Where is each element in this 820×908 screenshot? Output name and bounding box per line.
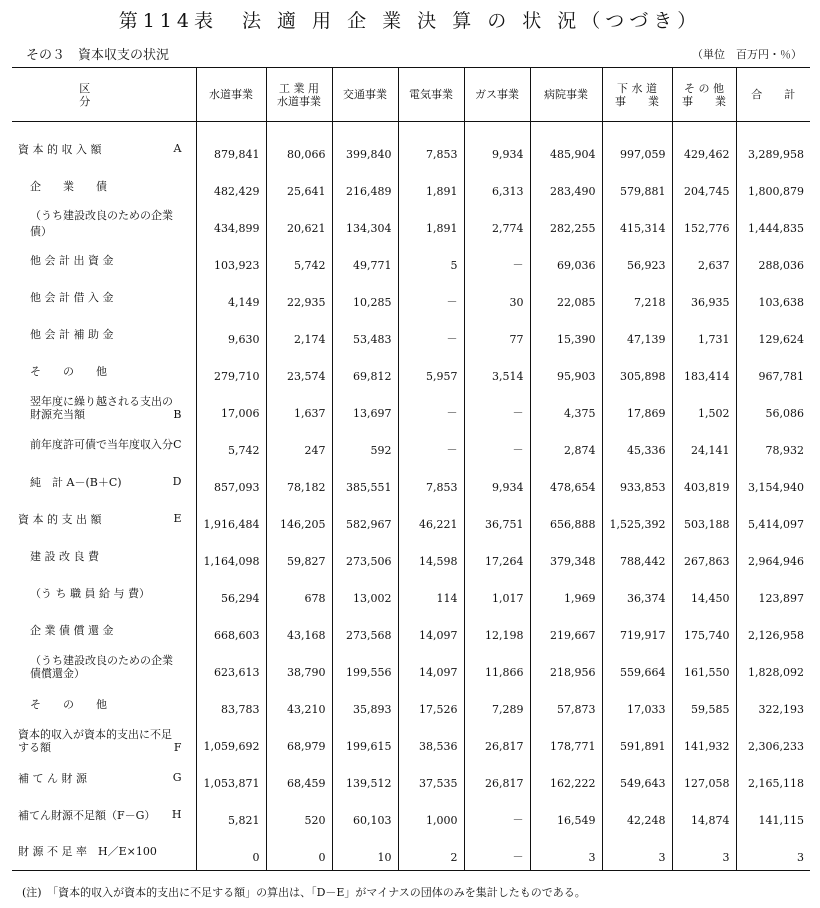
value-cell: 273,506 (332, 537, 398, 574)
value-cell: － (464, 833, 530, 870)
row-label-cell (12, 796, 196, 833)
value-cell: 7,218 (602, 278, 672, 315)
value-cell: 415,314 (602, 204, 672, 241)
header-gas: ガス事業 (464, 68, 530, 122)
value-cell: 857,093 (196, 463, 266, 500)
row-label-suffix: G (172, 771, 182, 784)
value-cell: 1,891 (398, 167, 464, 204)
value-cell: 49,771 (332, 241, 398, 278)
value-cell: 3,289,958 (736, 130, 810, 167)
table-row (12, 537, 810, 574)
value-cell: 788,442 (602, 537, 672, 574)
value-cell: 267,863 (672, 537, 736, 574)
value-cell: 78,182 (266, 463, 332, 500)
value-cell: － (398, 315, 464, 352)
value-cell: 668,603 (196, 611, 266, 648)
row-label-suffix: A (173, 142, 182, 155)
row-label-cell (12, 204, 196, 241)
value-cell: 11,866 (464, 648, 530, 685)
value-cell: 37,535 (398, 759, 464, 796)
value-cell: 68,459 (266, 759, 332, 796)
value-cell: 26,817 (464, 722, 530, 759)
value-cell: 199,615 (332, 722, 398, 759)
table-row (12, 389, 810, 426)
spacer-row (12, 122, 810, 131)
value-cell: － (464, 389, 530, 426)
value-cell: 2,964,946 (736, 537, 810, 574)
header-hospital: 病院事業 (530, 68, 602, 122)
value-cell: 36,374 (602, 574, 672, 611)
value-cell: 10 (332, 833, 398, 870)
row-label-cell (12, 389, 196, 426)
value-cell: 69,036 (530, 241, 602, 278)
value-cell: 379,348 (530, 537, 602, 574)
value-cell: 45,336 (602, 426, 672, 463)
value-cell: 7,289 (464, 685, 530, 722)
table-row (12, 611, 810, 648)
value-cell: 1,637 (266, 389, 332, 426)
value-cell: 2,637 (672, 241, 736, 278)
value-cell: 36,751 (464, 500, 530, 537)
table-body (12, 122, 810, 871)
value-cell: 1,891 (398, 204, 464, 241)
value-cell: 967,781 (736, 352, 810, 389)
row-label-cell (12, 611, 196, 648)
row-label: （うち建設改良のための企業債） (30, 208, 173, 238)
value-cell: 24,141 (672, 426, 736, 463)
row-label-suffix: C (173, 438, 182, 451)
value-cell: 17,869 (602, 389, 672, 426)
value-cell: 559,664 (602, 648, 672, 685)
table-row (12, 759, 810, 796)
row-label: そ の 他 (30, 364, 107, 378)
table-row (12, 278, 810, 315)
value-cell: 1,444,835 (736, 204, 810, 241)
value-cell: － (398, 389, 464, 426)
value-cell: 3,154,940 (736, 463, 810, 500)
value-cell: 5,742 (266, 241, 332, 278)
table-row (12, 833, 810, 870)
value-cell: 17,033 (602, 685, 672, 722)
value-cell: 478,654 (530, 463, 602, 500)
row-label-cell (12, 833, 196, 870)
value-cell: 2,174 (266, 315, 332, 352)
value-cell: 719,917 (602, 611, 672, 648)
row-label: 資本的収入が資本的支出に不足する額 (18, 727, 172, 754)
value-cell: 178,771 (530, 722, 602, 759)
value-cell: 12,198 (464, 611, 530, 648)
row-label-cell (12, 500, 196, 537)
value-cell: 139,512 (332, 759, 398, 796)
value-cell: 3 (602, 833, 672, 870)
value-cell: 1,916,484 (196, 500, 266, 537)
row-label-suffix: D (172, 475, 182, 488)
value-cell: 14,097 (398, 611, 464, 648)
value-cell: 161,550 (672, 648, 736, 685)
value-cell: 80,066 (266, 130, 332, 167)
value-cell: 83,783 (196, 685, 266, 722)
value-cell: 25,641 (266, 167, 332, 204)
value-cell: 3 (530, 833, 602, 870)
value-cell: 68,979 (266, 722, 332, 759)
value-cell: 2,306,233 (736, 722, 810, 759)
row-label: （うち建設改良のための企業債償還金） (30, 653, 173, 680)
value-cell: 1,800,879 (736, 167, 810, 204)
value-cell: 2,126,958 (736, 611, 810, 648)
value-cell: 141,932 (672, 722, 736, 759)
table-row (12, 315, 810, 352)
value-cell: 933,853 (602, 463, 672, 500)
value-cell: 4,149 (196, 278, 266, 315)
value-cell: 0 (196, 833, 266, 870)
value-cell: － (464, 796, 530, 833)
value-cell: 20,621 (266, 204, 332, 241)
header-electric: 電気事業 (398, 68, 464, 122)
value-cell: 43,210 (266, 685, 332, 722)
row-label-cell (12, 648, 196, 685)
value-cell: 592 (332, 426, 398, 463)
row-label: 資 本 的 支 出 額 (18, 512, 102, 526)
row-label-cell (12, 759, 196, 796)
row-label-suffix: H (171, 808, 182, 821)
value-cell: 678 (266, 574, 332, 611)
table-row (12, 685, 810, 722)
value-cell: 22,085 (530, 278, 602, 315)
value-cell: 5,821 (196, 796, 266, 833)
table-row (12, 500, 810, 537)
value-cell: 1,731 (672, 315, 736, 352)
header-kubun: 区 分 (12, 68, 196, 122)
row-label: 補てん財源不足額（F－G） (18, 808, 156, 822)
value-cell: 26,817 (464, 759, 530, 796)
row-label: 他 会 計 補 助 金 (30, 327, 114, 341)
value-cell: 22,935 (266, 278, 332, 315)
value-cell: 43,168 (266, 611, 332, 648)
value-cell: 129,624 (736, 315, 810, 352)
header-other: そ の 他 事 業 (672, 68, 736, 122)
value-cell: 273,568 (332, 611, 398, 648)
value-cell: 5 (398, 241, 464, 278)
value-cell: 6,313 (464, 167, 530, 204)
value-cell: 9,934 (464, 463, 530, 500)
value-cell: 403,819 (672, 463, 736, 500)
value-cell: 0 (266, 833, 332, 870)
value-cell: 385,551 (332, 463, 398, 500)
value-cell: 279,710 (196, 352, 266, 389)
value-cell: 59,585 (672, 685, 736, 722)
header-total: 合 計 (736, 68, 810, 122)
value-cell: 9,934 (464, 130, 530, 167)
value-cell: － (464, 241, 530, 278)
value-cell: 579,881 (602, 167, 672, 204)
value-cell: 2 (398, 833, 464, 870)
value-cell: 216,489 (332, 167, 398, 204)
value-cell: 103,638 (736, 278, 810, 315)
value-cell: 204,745 (672, 167, 736, 204)
table-row (12, 426, 810, 463)
value-cell: 199,556 (332, 648, 398, 685)
table-row (12, 167, 810, 204)
value-cell: 16,549 (530, 796, 602, 833)
value-cell: 9,630 (196, 315, 266, 352)
value-cell: 623,613 (196, 648, 266, 685)
value-cell: 1,164,098 (196, 537, 266, 574)
value-cell: 1,017 (464, 574, 530, 611)
table-row (12, 796, 810, 833)
value-cell: 879,841 (196, 130, 266, 167)
value-cell: 60,103 (332, 796, 398, 833)
row-label-cell (12, 685, 196, 722)
value-cell: 434,899 (196, 204, 266, 241)
value-cell: 38,536 (398, 722, 464, 759)
row-label-cell (12, 574, 196, 611)
row-label-suffix: E (173, 512, 182, 525)
value-cell: 247 (266, 426, 332, 463)
value-cell: 5,957 (398, 352, 464, 389)
value-cell: 162,222 (530, 759, 602, 796)
row-label: 他 会 計 借 入 金 (30, 290, 114, 304)
value-cell: 56,086 (736, 389, 810, 426)
value-cell: 114 (398, 574, 464, 611)
value-cell: 57,873 (530, 685, 602, 722)
value-cell: 1,525,392 (602, 500, 672, 537)
table-row (12, 241, 810, 278)
value-cell: 103,923 (196, 241, 266, 278)
value-cell: 2,165,118 (736, 759, 810, 796)
row-label: 他 会 計 出 資 金 (30, 253, 114, 267)
value-cell: 218,956 (530, 648, 602, 685)
value-cell: 1,000 (398, 796, 464, 833)
value-cell: 656,888 (530, 500, 602, 537)
value-cell: 520 (266, 796, 332, 833)
value-cell: 322,193 (736, 685, 810, 722)
value-cell: 591,891 (602, 722, 672, 759)
value-cell: 30 (464, 278, 530, 315)
row-label-cell (12, 463, 196, 500)
value-cell: 56,923 (602, 241, 672, 278)
table-row (12, 574, 810, 611)
value-cell: － (398, 426, 464, 463)
row-label-cell (12, 426, 196, 463)
value-cell: 997,059 (602, 130, 672, 167)
row-label: 財 源 不 足 率 H／E×100 (18, 845, 157, 859)
value-cell: 5,742 (196, 426, 266, 463)
value-cell: 77 (464, 315, 530, 352)
value-cell: 152,776 (672, 204, 736, 241)
table-row (12, 204, 810, 241)
value-cell: 14,450 (672, 574, 736, 611)
table-row (12, 130, 810, 167)
value-cell: 7,853 (398, 463, 464, 500)
value-cell: 23,574 (266, 352, 332, 389)
value-cell: 305,898 (602, 352, 672, 389)
value-cell: 282,255 (530, 204, 602, 241)
value-cell: 35,893 (332, 685, 398, 722)
row-label-cell (12, 130, 196, 167)
value-cell: 17,264 (464, 537, 530, 574)
value-cell: 175,740 (672, 611, 736, 648)
value-cell: 485,904 (530, 130, 602, 167)
row-label-cell (12, 167, 196, 204)
row-label-suffix: F (173, 740, 182, 754)
value-cell: 219,667 (530, 611, 602, 648)
value-cell: 7,853 (398, 130, 464, 167)
value-cell: 78,932 (736, 426, 810, 463)
value-cell: 59,827 (266, 537, 332, 574)
value-cell: 36,935 (672, 278, 736, 315)
value-cell: 14,874 (672, 796, 736, 833)
value-cell: 1,502 (672, 389, 736, 426)
value-cell: － (464, 426, 530, 463)
value-cell: 47,139 (602, 315, 672, 352)
value-cell: 56,294 (196, 574, 266, 611)
value-cell: 42,248 (602, 796, 672, 833)
row-label-cell (12, 352, 196, 389)
row-label: 資 本 的 収 入 額 (18, 142, 102, 156)
value-cell: 10,285 (332, 278, 398, 315)
value-cell: 127,058 (672, 759, 736, 796)
header-row (12, 68, 810, 122)
header-transport: 交通事業 (332, 68, 398, 122)
value-cell: 69,812 (332, 352, 398, 389)
row-label: そ の 他 (30, 697, 107, 711)
value-cell: 17,526 (398, 685, 464, 722)
value-cell: 399,840 (332, 130, 398, 167)
value-cell: 2,874 (530, 426, 602, 463)
row-label: 前年度許可債で当年度収入分 (30, 438, 173, 451)
value-cell: 183,414 (672, 352, 736, 389)
value-cell: 15,390 (530, 315, 602, 352)
value-cell: 288,036 (736, 241, 810, 278)
value-cell: 4,375 (530, 389, 602, 426)
row-label: （う ち 職 員 給 与 費） (30, 586, 150, 600)
header-water: 水道事業 (196, 68, 266, 122)
row-label: 建 設 改 良 費 (30, 549, 99, 563)
row-label-cell (12, 537, 196, 574)
value-cell: － (398, 278, 464, 315)
value-cell: 123,897 (736, 574, 810, 611)
value-cell: 38,790 (266, 648, 332, 685)
row-label: 補 て ん 財 源 (18, 771, 87, 785)
row-label: 純 計 A－(B＋C) (30, 475, 122, 489)
value-cell: 283,490 (530, 167, 602, 204)
value-cell: 13,002 (332, 574, 398, 611)
row-label-suffix: B (173, 407, 182, 421)
value-cell: 3 (672, 833, 736, 870)
value-cell: 1,059,692 (196, 722, 266, 759)
row-label-cell (12, 722, 196, 759)
row-label: 企 業 債 償 還 金 (30, 623, 114, 637)
value-cell: 53,483 (332, 315, 398, 352)
value-cell: 503,188 (672, 500, 736, 537)
header-sewerage: 下 水 道 事 業 (602, 68, 672, 122)
value-cell: 146,205 (266, 500, 332, 537)
row-label: 企 業 債 (30, 179, 107, 193)
unit-label: （単位 百万円・％） (692, 48, 802, 61)
value-cell: 5,414,097 (736, 500, 810, 537)
value-cell: 14,598 (398, 537, 464, 574)
table-row (12, 648, 810, 685)
value-cell: 134,304 (332, 204, 398, 241)
value-cell: 13,697 (332, 389, 398, 426)
row-label: 翌年度に繰り越される支出の財源充当額 (30, 394, 173, 421)
value-cell: 1,969 (530, 574, 602, 611)
section-subtitle: その３ 資本収支の状況 (26, 48, 170, 63)
value-cell: 46,221 (398, 500, 464, 537)
value-cell: 95,903 (530, 352, 602, 389)
value-cell: 3,514 (464, 352, 530, 389)
value-cell: 482,429 (196, 167, 266, 204)
row-label-cell (12, 315, 196, 352)
value-cell: 1,828,092 (736, 648, 810, 685)
value-cell: 3 (736, 833, 810, 870)
table-row (12, 722, 810, 759)
value-cell: 582,967 (332, 500, 398, 537)
value-cell: 141,115 (736, 796, 810, 833)
table-row (12, 463, 810, 500)
value-cell: 1,053,871 (196, 759, 266, 796)
value-cell: 429,462 (672, 130, 736, 167)
row-label-cell (12, 241, 196, 278)
value-cell: 17,006 (196, 389, 266, 426)
value-cell: 14,097 (398, 648, 464, 685)
capital-balance-table (12, 67, 810, 871)
footnote: (注) 「資本的収入が資本的支出に不足する額」の算出は、「D－E」がマイナスの団体のみを集計したものである。 (22, 886, 586, 899)
row-label-cell (12, 278, 196, 315)
table-row (12, 352, 810, 389)
header-industrial-water: 工 業 用 水道事業 (266, 68, 332, 122)
table-title: 第114表 法 適 用 企 業 決 算 の 状 況（つづき） (118, 10, 702, 32)
value-cell: 549,643 (602, 759, 672, 796)
value-cell: 2,774 (464, 204, 530, 241)
